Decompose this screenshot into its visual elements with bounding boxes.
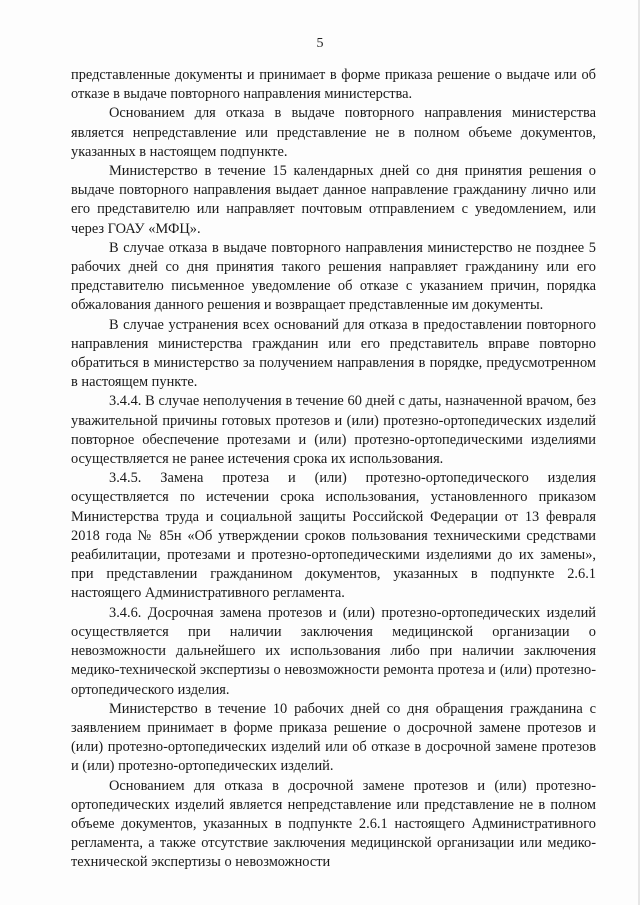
- page-number: 5: [316, 36, 324, 51]
- paragraph-refusal-notice: В случае отказа в выдаче повторного направления министерство не позднее 5 рабочих дней со дня принятия такого решения направляет гражданину или его представителю письменное уведомление об отказе с указанием причин, порядка обжалования данного решения и возвращает представленные им документы.: [71, 239, 596, 314]
- paragraph-early-replacement-refusal: Основанием для отказа в досрочной замене протезов и (или) протезно-ортопедических изделий является непредставление или представление не в полном объеме документов, указанных в подпункте 2.6.1 настоящего Административного регламента, а также отсутствие заключения медицинской организации или медико-технической экспертизы о невозможности: [71, 777, 596, 871]
- paragraph-continuation: представленные документы и принимает в форме приказа решение о выдаче или об отказе в выдаче повторного направления министерства.: [71, 67, 596, 103]
- paragraph-issuance-term: Министерство в течение 15 календарных дней со дня принятия решения о выдаче повторного направления выдает данное направление гражданину лично или его представителю или направляет почтовым отправлением с уведомлением, или через ГОАУ «МФЦ».: [71, 163, 596, 237]
- paragraph-reapplication: В случае устранения всех оснований для отказа в предоставлении повторного направления министерства гражданин или его представитель вправе повторно обратиться в министерство за получением направления в порядке, предусмотренном в настоящем пункте.: [71, 316, 596, 391]
- paragraph-early-replacement-decision: Министерство в течение 10 рабочих дней со дня обращения гражданина с заявлением принимает в форме приказа решение о досрочной замене протезов и (или) протезно-ортопедических изделий или об отказе в досрочной замене протезов и (или) протезно-ортопедических изделий.: [71, 700, 596, 775]
- document-body: [71, 66, 596, 873]
- paragraph-3-4-5: 3.4.5. Замена протеза и (или) протезно-ортопедического изделия осуществляется по истечении срока использования, установленного приказом Министерства труда и социальной защиты Российской Федерации от 13 февраля 2018 года № 85н «Об утверждении сроков пользования техническими средствами реабилитации, протезами и протезно-ортопедическими изделиями до их замены», при представлении гражданином документов, указанных в подпункте 2.6.1 настоящего Административного регламента.: [71, 470, 596, 602]
- paragraph-refusal-grounds: Основанием для отказа в выдаче повторного направления министерства является непредставление или представление не в полном объеме документов, указанных в настоящем подпункте.: [71, 105, 596, 160]
- paragraph-3-4-6: 3.4.6. Досрочная замена протезов и (или) протезно-ортопедических изделий осуществляется при наличии заключения медицинской организации о невозможности дальнейшего их использования либо при наличии заключения медико-технической экспертизы о невозможности ремонта протеза и (или) протезно-ортопедического изделия.: [71, 604, 596, 698]
- paragraph-3-4-4: 3.4.4. В случае неполучения в течение 60 дней с даты, назначенной врачом, без уважительной причины готовых протезов и (или) протезно-ортопедических изделий повторное обеспечение протезами и (или) протезно-ортопедическими изделиями осуществляется не ранее истечения срока их использования.: [71, 393, 596, 468]
